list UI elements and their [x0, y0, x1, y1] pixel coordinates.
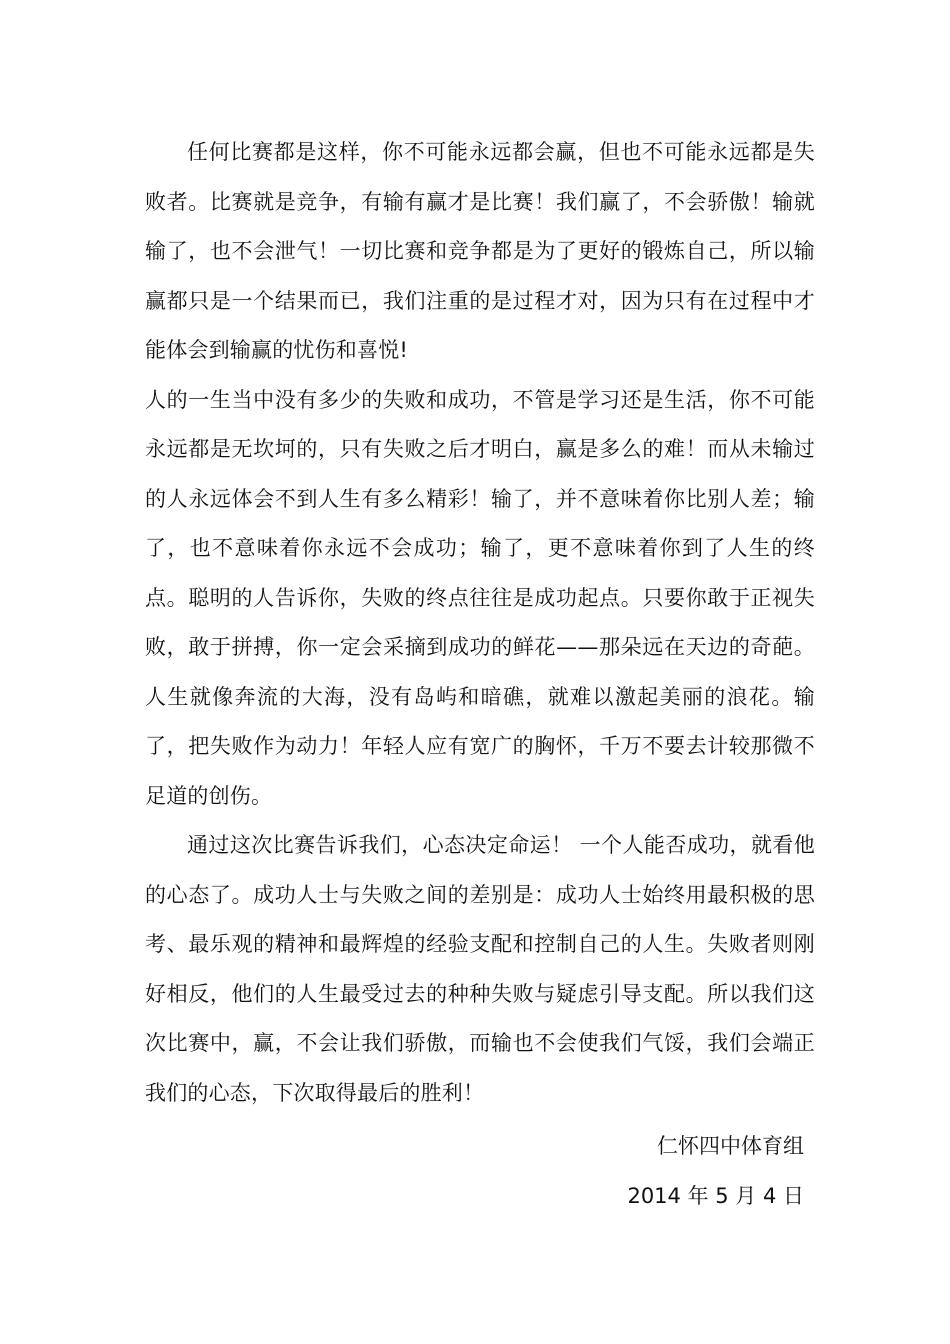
paragraph-1: 任何比赛都是这样，你不可能永远都会赢，但也不可能永远都是失败者。比赛就是竞争，有输有赢才是比赛！我们赢了，不会骄傲！输就输了，也不会泄气！一切比赛和竞争都是为了更好的锻炼自己，所以输赢都只是一个结果而已，我们注重的是过程才对，因为只有在过程中才能体会到输赢的忧伤和喜悦! [145, 140, 815, 362]
signature-date: 2014 年 5 月 4 日 [627, 1184, 804, 1208]
paragraph-3: 通过这次比赛告诉我们，心态决定命运！ 一个人能否成功，就看他的心态了。成功人士与失败之间的差别是：成功人士始终用最积极的思考、最乐观的精神和最辉煌的经验支配和控制自己的人生。失败者则刚好相反，他们的人生最受过去的种种失败与疑虑引导支配。所以我们这次比赛中，赢，不会让我们骄傲，而输也不会使我们气馁，我们会端正我们的心态，下次取得最后的胜利！ [145, 833, 815, 1105]
signature-organization: 仁怀四中体育组 [657, 1134, 804, 1158]
paragraph-2: 人的一生当中没有多少的失败和成功，不管是学习还是生活，你不可能永远都是无坎坷的，只有失败之后才明白，赢是多么的难！而从未输过的人永远体会不到人生有多么精彩！输了，并不意味着你比别人差；输了，也不意味着你永远不会成功；输了，更不意味着你到了人生的终点。聪明的人告诉你，失败的终点往往是成功起点。只要你敢于正视失败，敢于拼搏，你一定会采摘到成功的鲜花——那朵远在天边的奇葩。人生就像奔流的大海，没有岛屿和暗礁，就难以激起美丽的浪花。输了，把失败作为动力！年轻人应有宽广的胸怀，千万不要去计较那微不足道的创伤。 [145, 387, 815, 808]
document-body [145, 128, 815, 1118]
